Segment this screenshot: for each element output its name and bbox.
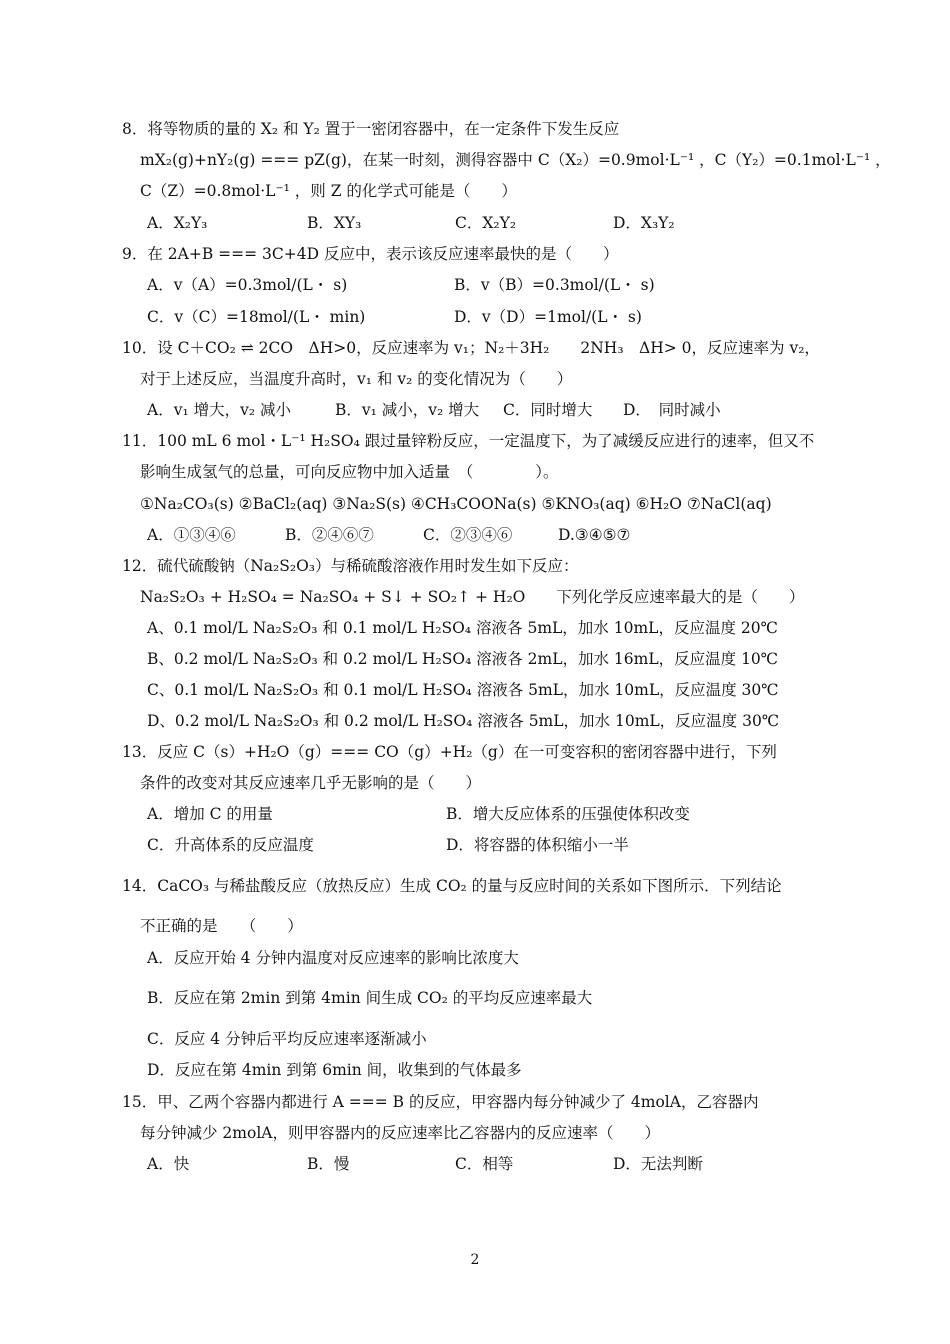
q8-option-a: A．X₂Y₃: [147, 214, 208, 232]
q8-option-d: D．X₃Y₂: [613, 214, 675, 232]
q15-option-a: A．快: [147, 1155, 190, 1173]
q14-option-b: B．反应在第 2min 到第 4min 间生成 CO₂ 的平均反应速率最大: [147, 989, 593, 1007]
q9-option-a: A．v（A）=0.3mol/(L・ s): [147, 276, 348, 294]
q11-stem-line2: 影响生成氢气的总量，可向反应物中加入适量 （ ）。: [140, 463, 559, 481]
q10-stem-line1: 10．设 C＋CO₂ ⇌ 2CO ΔH>0，反应速率为 v₁；N₂＋3H₂ 2NH₃ ΔH> 0，反应速率为 v₂，: [122, 339, 820, 357]
q8-stem-line2: mX₂(g)+nY₂(g) === pZ(g)，在某一时刻，测得容器中 C（X₂）=0.9mol·L⁻¹ ，C（Y₂）=0.1mol·L⁻¹ ，: [140, 151, 891, 169]
q13-option-d: D．将容器的体积缩小一半: [446, 836, 629, 854]
q10-option-b: B．v₁ 减小，v₂ 增大: [335, 401, 480, 419]
q11-option-c: C．②③④⑥: [423, 526, 513, 544]
q11-option-d: D.③④⑤⑦: [558, 526, 631, 544]
q13-option-a: A．增加 C 的用量: [147, 805, 273, 823]
q8-stem-line3: C（Z）=0.8mol·L⁻¹ ，则 Z 的化学式可能是（ ）: [140, 182, 517, 200]
q8-option-b: B．XY₃: [307, 214, 362, 232]
q9-stem: 9．在 2A+B === 3C+4D 反应中，表示该反应速率最快的是（ ）: [122, 245, 619, 263]
q14-option-c: C．反应 4 分钟后平均反应速率逐渐减小: [147, 1030, 427, 1048]
q11-stem-line1: 11．100 mL 6 mol・L⁻¹ H₂SO₄ 跟过量锌粉反应，一定温度下，为了减缓反应进行的速率，但又不: [122, 432, 815, 450]
q10-stem-line2: 对于上述反应，当温度升高时，v₁ 和 v₂ 的变化情况为（ ）: [140, 370, 573, 388]
q11-options: [147, 525, 630, 545]
q10-options: [147, 400, 721, 420]
q15-option-b: B．慢: [307, 1155, 350, 1173]
q12-option-c: C、0.1 mol/L Na₂S₂O₃ 和 0.1 mol/L H₂SO₄ 溶液各 5mL，加水 10mL，反应温度 30℃: [147, 681, 779, 699]
q12-stem-line1: 12．硫代硫酸钠（Na₂S₂O₃）与稀硫酸溶液作用时发生如下反应：: [122, 557, 579, 575]
q12-equation: Na₂S₂O₃ + H₂SO₄ = Na₂SO₄ + S↓ + SO₂↑ + H₂O 下列化学反应速率最大的是（ ）: [140, 588, 805, 606]
q14-option-a: A．反应开始 4 分钟内温度对反应速率的影响比浓度大: [147, 949, 519, 967]
q10-option-d: D． 同时减小: [623, 401, 721, 419]
q13-stem-line2: 条件的改变对其反应速率几乎无影响的是（ ）: [140, 774, 482, 792]
q12-option-d: D、0.2 mol/L Na₂S₂O₃ 和 0.2 mol/L H₂SO₄ 溶液各 5mL，加水 10mL，反应温度 30℃: [147, 712, 780, 730]
q15-stem-line1: 15．甲、乙两个容器内都进行 A === B 的反应，甲容器内每分钟减少了 4molA，乙容器内: [122, 1093, 759, 1111]
q11-option-a: A．①③④⑥: [147, 526, 236, 544]
q8-stem-line1: 8．将等物质的量的 X₂ 和 Y₂ 置于一密闭容器中，在一定条件下发生反应: [122, 120, 620, 138]
q13-option-c: C．升高体系的反应温度: [147, 836, 314, 854]
q14-stem-line2: 不正确的是 （ ）: [140, 917, 303, 935]
q11-option-b: B．②④⑥⑦: [285, 526, 374, 544]
q12-option-b: B、0.2 mol/L Na₂S₂O₃ 和 0.2 mol/L H₂SO₄ 溶液各 2mL，加水 16mL，反应温度 10℃: [147, 650, 779, 668]
q15-options: [147, 1154, 703, 1174]
q8-options: [147, 213, 675, 233]
q13-stem-line1: 13．反应 C（s）+H₂O（g）=== CO（g）+H₂（g）在一可变容积的密闭容器中进行，下列: [122, 743, 777, 761]
q8-option-c: C．X₂Y₂: [455, 214, 517, 232]
q14-option-d: D．反应在第 4min 到第 6min 间，收集到的气体最多: [147, 1061, 522, 1079]
q9-option-b: B．v（B）=0.3mol/(L・ s): [454, 276, 655, 294]
q15-option-d: D．无法判断: [613, 1155, 703, 1173]
q12-option-a: A、0.1 mol/L Na₂S₂O₃ 和 0.1 mol/L H₂SO₄ 溶液各 5mL，加水 10mL，反应温度 20℃: [147, 619, 778, 637]
page-number: 2: [470, 1252, 480, 1268]
q9-option-c: C．v（C）=18mol/(L・ min): [147, 308, 366, 326]
q11-substances: ①Na₂CO₃(s) ②BaCl₂(aq) ③Na₂S(s) ④CH₃COONa(s) ⑤KNO₃(aq) ⑥H₂O ⑦NaCl(aq): [140, 495, 772, 513]
q10-option-a: A．v₁ 增大，v₂ 减小: [147, 401, 291, 419]
q10-option-c: C．同时增大: [503, 401, 593, 419]
q14-stem-line1: 14．CaCO₃ 与稀盐酸反应（放热反应）生成 CO₂ 的量与反应时间的关系如下图所示．下列结论: [122, 877, 782, 895]
q13-option-b: B．增大反应体系的压强使体积改变: [446, 805, 690, 823]
q15-stem-line2: 每分钟减少 2molA，则甲容器内的反应速率比乙容器内的反应速率（ ）: [140, 1124, 660, 1142]
q9-option-d: D．v（D）=1mol/(L・ s): [454, 308, 642, 326]
q15-option-c: C．相等: [455, 1155, 514, 1173]
